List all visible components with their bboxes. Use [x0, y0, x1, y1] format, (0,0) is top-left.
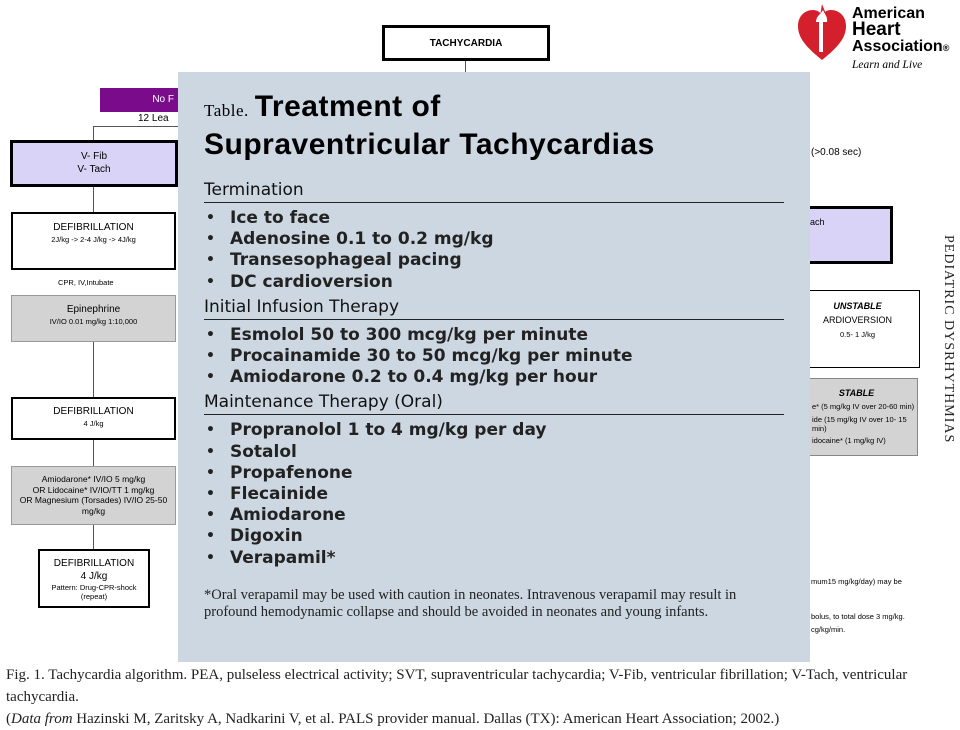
footnote-fragment-3: cg/kg/min.: [811, 625, 846, 634]
connector-line: [93, 126, 178, 127]
logo-line-association: Association: [852, 38, 943, 55]
caption-data-from: Data from: [11, 711, 73, 727]
list-item-text: Digoxin: [230, 526, 303, 547]
vtach-right-box: [796, 206, 893, 264]
svt-treatment-table: [178, 72, 810, 662]
list-item-text: Flecainide: [230, 484, 328, 505]
list-item: [204, 325, 784, 346]
defib-3-pattern: Pattern: Drug-CPR-shock (repeat): [51, 583, 137, 602]
heart-torch-icon: [796, 2, 848, 64]
logo-line-heart: Heart: [852, 19, 901, 40]
bullet-icon: •: [206, 231, 215, 248]
list-item: [204, 526, 784, 547]
unstable-title: UNSTABLE: [833, 301, 882, 311]
epi-sub: IV/IO 0.01 mg/kg 1:10,000: [49, 316, 138, 326]
amio-line-3: OR Magnesium (Torsades) IV/IO 25-50 mg/kg: [19, 495, 168, 516]
list-item: [204, 442, 784, 463]
vfib-vtach-box: [10, 140, 178, 187]
list-item: [204, 208, 784, 229]
defib-3-sub: 4 J/kg: [80, 570, 108, 582]
bullet-icon: •: [206, 464, 215, 481]
connector-line: [93, 525, 94, 549]
table-title-line-2: Supraventricular Tachycardias: [204, 128, 655, 161]
list-item: [204, 420, 784, 441]
list-item: [204, 463, 784, 484]
list-item-text: Ice to face: [230, 208, 331, 228]
table-title-line-1: [204, 90, 784, 128]
caption-line-1: Fig. 1. Tachycardia algorithm. PEA, pulseless electrical activity; SVT, supraventricular tachycardia; V-Fib, ventricular fibrillation; V-Tach, ventricular tachycardia.: [6, 667, 908, 705]
caption-line-2: [6, 708, 956, 730]
bullet-icon: •: [206, 549, 215, 566]
section-item-list: [204, 325, 784, 389]
list-item: [204, 346, 784, 367]
section-heading: Termination: [204, 180, 784, 203]
aha-logo-text: [852, 6, 949, 56]
connector-line: [93, 126, 94, 140]
table-sections: [204, 180, 784, 569]
section-heading: Initial Infusion Therapy: [204, 297, 784, 320]
list-item-text: Propranolol 1 to 4 mg/kg per day: [230, 420, 547, 441]
logo-line-association-wrap: [852, 39, 949, 56]
stable-box: [796, 378, 918, 456]
logo-tagline: Learn and Live: [852, 59, 923, 71]
table-word: Table.: [204, 101, 249, 120]
bullet-icon: •: [206, 326, 215, 343]
list-item-text: DC cardioversion: [230, 271, 393, 292]
bullet-icon: •: [206, 422, 215, 439]
unstable-sub: 0.5- 1 J/kg: [839, 329, 876, 339]
logo-line-american: American: [852, 5, 925, 22]
list-item-text: Transesophageal pacing: [230, 250, 462, 271]
connector-line: [93, 187, 94, 212]
stable-line-3: idocaine* (1 mg/kg IV): [812, 436, 886, 446]
section-item-list: [204, 208, 784, 293]
defib-2-sub: 4 J/kg: [83, 418, 104, 428]
vfib-label: V- Fib: [80, 151, 108, 162]
list-item-text: Verapamil*: [230, 547, 336, 568]
bullet-icon: •: [206, 507, 215, 524]
list-item: [204, 367, 784, 388]
epi-title: Epinephrine: [66, 304, 121, 315]
figure-caption: [6, 664, 956, 730]
unstable-box: [796, 290, 920, 368]
amio-line-1: Amiodarone* IV/IO 5 mg/kg: [41, 474, 146, 484]
list-item: [204, 505, 784, 526]
list-item-text: Sotalol: [230, 441, 297, 462]
bullet-icon: •: [206, 210, 215, 226]
bullet-icon: •: [206, 443, 215, 460]
twelve-lead-label: 12 Lea: [138, 113, 169, 124]
bullet-icon: •: [206, 486, 215, 503]
table-footnote: *Oral verapamil may be used with caution in neonates. Intravenous verapamil may result in profound hemodynamic collapse and should be avoided in neonates and young infants.: [204, 586, 737, 620]
section-item-list: [204, 420, 784, 568]
footnote-fragment-2: bolus, to total dose 3 mg/kg.: [811, 612, 905, 621]
defibrillation-box-3: [38, 549, 150, 608]
bullet-icon: •: [206, 528, 215, 545]
stable-line-1: e* (5 mg/kg IV over 20-60 min): [812, 402, 915, 412]
list-item-text: Amiodarone 0.2 to 0.4 mg/kg per hour: [230, 367, 598, 388]
epinephrine-box: [11, 295, 176, 342]
bullet-icon: •: [206, 273, 215, 290]
amio-line-2: OR Lidocaine* IV/IO/TT 1 mg/kg: [32, 484, 155, 495]
list-item: [204, 272, 784, 293]
list-item-text: Adenosine 0.1 to 0.2 mg/kg: [230, 229, 494, 250]
bullet-icon: •: [206, 252, 215, 269]
tachycardia-label: TACHYCARDIA: [429, 38, 503, 49]
stable-title: STABLE: [838, 388, 875, 398]
connector-line: [93, 342, 94, 397]
caption-citation: Hazinski M, Zaritsky A, Nadkarini V, et al. PALS provider manual. Dallas (TX): American Heart Association; 2002.): [72, 711, 780, 727]
stable-line-2: ide (15 mg/kg IV over 10- 15 min): [812, 414, 907, 433]
bullet-icon: •: [206, 348, 215, 365]
qrs-duration-label: (>0.08 sec): [811, 147, 862, 158]
caption-open-paren: (: [6, 711, 11, 727]
bullet-icon: •: [206, 369, 215, 386]
list-item-text: Esmolol 50 to 300 mcg/kg per minute: [230, 324, 589, 345]
vtach-label: V- Tach: [77, 163, 111, 175]
section-heading: Maintenance Therapy (Oral): [204, 392, 784, 415]
list-item: [204, 548, 784, 569]
no-pulse-box: [100, 88, 178, 112]
list-item-text: Amiodarone: [230, 505, 346, 526]
vertical-running-header: PEDIATRIC DYSRHYTHMIAS: [941, 235, 956, 444]
footnote-fragment-1: mum15 mg/kg/day) may be: [811, 577, 902, 586]
list-item: [204, 484, 784, 505]
defibrillation-box-2: [11, 397, 176, 440]
cpr-label: CPR, IV,Intubate: [58, 278, 114, 287]
defib-1-sub: 2J/kg -> 2-4 J/kg -> 4J/kg: [51, 234, 136, 244]
defib-3-title: DEFIBRILLATION: [53, 558, 135, 569]
unstable-line: ARDIOVERSION: [822, 315, 892, 326]
registered-mark: ®: [942, 43, 950, 53]
defibrillation-box-1: [11, 212, 176, 270]
connector-line: [465, 61, 466, 72]
list-item: [204, 229, 784, 250]
list-item-text: Procainamide 30 to 50 mcg/kg per minute: [230, 346, 633, 367]
connector-line: [93, 440, 94, 466]
defib-1-title: DEFIBRILLATION: [53, 222, 134, 233]
list-item: [204, 250, 784, 271]
tachycardia-box: [382, 25, 550, 61]
list-item-text: Propafenone: [230, 462, 353, 483]
table-title-1: Treatment of: [254, 90, 441, 123]
no-pulse-label: No F: [152, 94, 174, 105]
amiodarone-box: [11, 466, 176, 525]
vtach-right-label: ach: [810, 217, 825, 227]
defib-2-title: DEFIBRILLATION: [53, 406, 134, 417]
